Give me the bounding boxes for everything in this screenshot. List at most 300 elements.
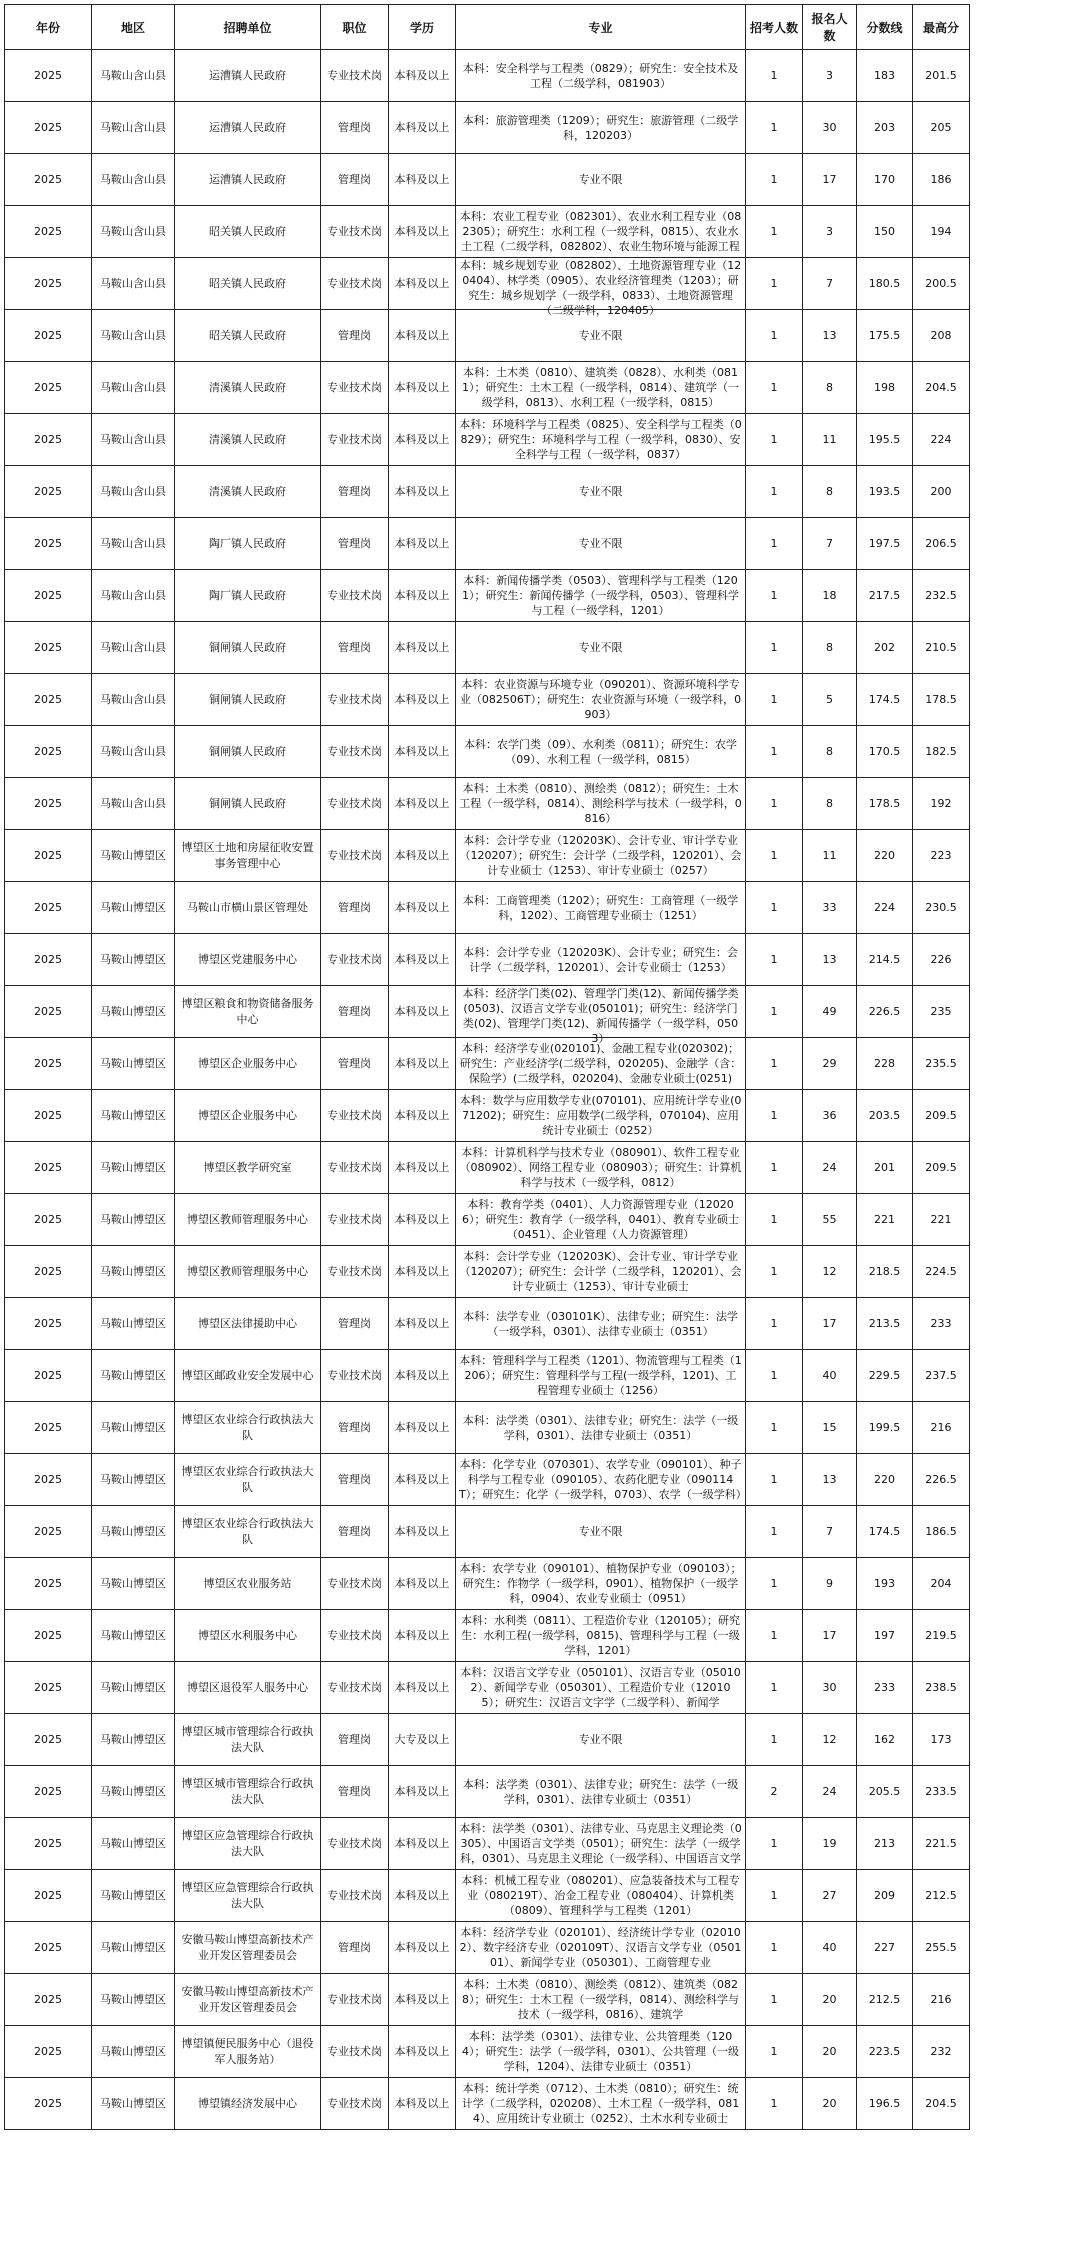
cell-cutoff xyxy=(857,1818,913,1870)
cell-employer xyxy=(175,1090,321,1142)
cell-text: 1 xyxy=(770,1888,778,1902)
cell-text: 本科及以上 xyxy=(394,1940,450,1954)
cell-text: 本科：土木类（0810）、建筑类（0828）、水利类（0811）；研究生：土木工程（一级学科，0814）、建筑学（一级学科，0813）、水利工程（一级学科，0815） xyxy=(462,366,739,409)
table-row xyxy=(5,1662,970,1714)
cell-position xyxy=(321,986,389,1038)
cell-text: 专业技术岗 xyxy=(327,1212,382,1226)
cell-major xyxy=(456,830,746,882)
cell-text: 224 xyxy=(874,900,895,914)
cell-top-score xyxy=(913,1090,970,1142)
cell-employer xyxy=(175,1870,321,1922)
cell-text: 本科及以上 xyxy=(394,68,450,82)
cell-text: 1 xyxy=(770,952,778,966)
table-row xyxy=(5,1558,970,1610)
table-row xyxy=(5,882,970,934)
cell-text: 本科：农业资源与环境专业（090201）、资源环境科学专业（082506T）；研究生：农业资源与环境（一级学科，0903） xyxy=(459,678,742,721)
cell-top-score xyxy=(913,622,970,674)
table-row xyxy=(5,1246,970,1298)
cell-major xyxy=(456,466,746,518)
cell-text: 马鞍山博望区 xyxy=(100,1680,166,1694)
cell-education xyxy=(389,726,456,778)
cell-text: 55 xyxy=(822,1212,837,1226)
cell-openings xyxy=(746,1038,803,1090)
cell-year xyxy=(5,882,92,934)
cell-text: 专业技术岗 xyxy=(327,276,382,290)
cell-text: 214.5 xyxy=(868,952,901,966)
cell-applicants xyxy=(803,1506,857,1558)
cell-cutoff xyxy=(857,1506,913,1558)
cell-top-score xyxy=(913,1974,970,2026)
table-row xyxy=(5,1142,970,1194)
cell-text: 2025 xyxy=(34,68,62,82)
cell-applicants xyxy=(803,2078,857,2130)
cell-region xyxy=(92,1246,175,1298)
cell-text: 20 xyxy=(822,1992,837,2006)
cell-text: 24 xyxy=(822,1784,837,1798)
cell-education xyxy=(389,1142,456,1194)
cell-text: 本科及以上 xyxy=(394,536,450,550)
header-col-cutoff: 分数线 xyxy=(857,5,913,50)
cell-major xyxy=(456,570,746,622)
cell-region xyxy=(92,1610,175,1662)
cell-text: 1 xyxy=(770,328,778,342)
cell-employer xyxy=(175,570,321,622)
cell-openings xyxy=(746,1818,803,1870)
cell-text: 174.5 xyxy=(868,692,901,706)
cell-text: 本科及以上 xyxy=(394,120,450,134)
cell-text: 本科：管理科学与工程类（1201）、物流管理与工程类（1206）；研究生：管理科学与工程(一级学科，1201)、工程管理专业硕士（1256） xyxy=(459,1354,742,1397)
cell-text: 管理岗 xyxy=(338,900,371,914)
cell-text: 马鞍山博望区 xyxy=(100,1212,166,1226)
table-header xyxy=(5,5,970,50)
cell-applicants xyxy=(803,154,857,206)
cell-text: 本科：水利类（0811）、工程造价专业（120105）；研究生：水利工程(一级学科，0815)、管理科学与工程（一级学科，1201） xyxy=(461,1614,740,1657)
cell-region xyxy=(92,1714,175,1766)
cell-openings xyxy=(746,518,803,570)
table-row xyxy=(5,674,970,726)
cell-text: 专业技术岗 xyxy=(327,1576,382,1590)
cell-text: 清溪镇人民政府 xyxy=(209,484,286,498)
table-row xyxy=(5,1454,970,1506)
cell-text: 233 xyxy=(874,1680,895,1694)
cell-text: 博望区教学研究室 xyxy=(203,1160,292,1174)
cell-text: 193.5 xyxy=(868,484,901,498)
cell-applicants xyxy=(803,986,857,1038)
cell-year xyxy=(5,518,92,570)
table-row xyxy=(5,154,970,206)
cell-text: 马鞍山博望区 xyxy=(100,1472,166,1486)
cell-position xyxy=(321,414,389,466)
table-row xyxy=(5,50,970,102)
header-col-education: 学历 xyxy=(389,5,456,50)
cell-cutoff xyxy=(857,1662,913,1714)
cell-cutoff xyxy=(857,778,913,830)
cell-text: 2025 xyxy=(34,1992,62,2006)
table-row xyxy=(5,2078,970,2130)
cell-region xyxy=(92,1974,175,2026)
cell-text: 1 xyxy=(770,224,778,238)
cell-text: 专业不限 xyxy=(578,1733,623,1746)
cell-text: 49 xyxy=(822,1004,837,1018)
cell-employer xyxy=(175,1350,321,1402)
cell-region xyxy=(92,1662,175,1714)
cell-region xyxy=(92,882,175,934)
cell-text: 博望区法律援助中心 xyxy=(198,1316,297,1330)
cell-major xyxy=(456,2078,746,2130)
cell-text: 1 xyxy=(770,484,778,498)
cell-text: 马鞍山含山县 xyxy=(100,120,166,134)
cell-education xyxy=(389,310,456,362)
cell-text: 本科及以上 xyxy=(394,1160,450,1174)
cell-cutoff xyxy=(857,2078,913,2130)
cell-text: 1 xyxy=(770,120,778,134)
cell-text: 196.5 xyxy=(868,2096,901,2110)
cell-applicants xyxy=(803,934,857,986)
cell-position xyxy=(321,1350,389,1402)
cell-major xyxy=(456,1558,746,1610)
cell-cutoff xyxy=(857,102,913,154)
cell-text: 220 xyxy=(874,1472,895,1486)
cell-employer xyxy=(175,1610,321,1662)
cell-region xyxy=(92,570,175,622)
cell-text: 1 xyxy=(770,380,778,394)
cell-applicants xyxy=(803,466,857,518)
cell-text: 专业技术岗 xyxy=(327,1836,382,1850)
cell-applicants xyxy=(803,1922,857,1974)
cell-top-score xyxy=(913,206,970,258)
cell-region xyxy=(92,206,175,258)
cell-employer xyxy=(175,1974,321,2026)
cell-education xyxy=(389,1870,456,1922)
cell-text: 本科及以上 xyxy=(394,1836,450,1850)
cell-text: 204.5 xyxy=(925,2096,957,2110)
cell-position xyxy=(321,154,389,206)
cell-cutoff xyxy=(857,830,913,882)
cell-applicants xyxy=(803,362,857,414)
cell-region xyxy=(92,1142,175,1194)
cell-text: 马鞍山博望区 xyxy=(100,1628,166,1642)
cell-region xyxy=(92,154,175,206)
cell-text: 175.5 xyxy=(868,328,901,342)
cell-cutoff xyxy=(857,1558,913,1610)
table-row xyxy=(5,206,970,258)
cell-text: 178.5 xyxy=(925,692,957,706)
cell-year xyxy=(5,310,92,362)
cell-text: 马鞍山含山县 xyxy=(100,536,166,550)
cell-text: 1 xyxy=(770,2096,778,2110)
cell-major xyxy=(456,1350,746,1402)
cell-text: 本科：工商管理类（1202）；研究生：工商管理（一级学科，1202）、工商管理专业硕士（1251） xyxy=(462,893,739,922)
cell-applicants xyxy=(803,1194,857,1246)
cell-text: 1 xyxy=(770,432,778,446)
cell-major xyxy=(456,206,746,258)
cell-employer xyxy=(175,1662,321,1714)
cell-cutoff xyxy=(857,362,913,414)
cell-text: 2025 xyxy=(34,1004,62,1018)
cell-employer xyxy=(175,1766,321,1818)
cell-text: 马鞍山博望区 xyxy=(100,1160,166,1174)
header-col-position: 职位 xyxy=(321,5,389,50)
table-row xyxy=(5,1506,970,1558)
cell-text: 178.5 xyxy=(868,796,901,810)
table-row xyxy=(5,362,970,414)
cell-applicants xyxy=(803,50,857,102)
cell-text: 陶厂镇人民政府 xyxy=(209,536,286,550)
cell-year xyxy=(5,570,92,622)
cell-text: 本科及以上 xyxy=(394,952,450,966)
cell-major xyxy=(456,1870,746,1922)
cell-employer xyxy=(175,2026,321,2078)
cell-text: 安徽马鞍山博望高新技术产业开发区管理委员会 xyxy=(181,1984,314,2014)
cell-text: 马鞍山博望区 xyxy=(100,1420,166,1434)
cell-education xyxy=(389,1766,456,1818)
cell-text: 本科及以上 xyxy=(394,640,450,654)
cell-education xyxy=(389,1922,456,1974)
cell-year xyxy=(5,1974,92,2026)
cell-text: 1 xyxy=(770,1108,778,1122)
cell-text: 专业技术岗 xyxy=(327,1628,382,1642)
cell-region xyxy=(92,1038,175,1090)
cell-text: 专业技术岗 xyxy=(327,380,382,394)
cell-text: 管理岗 xyxy=(338,1316,371,1330)
cell-text: 1 xyxy=(770,692,778,706)
cell-top-score xyxy=(913,1714,970,1766)
table-row xyxy=(5,1402,970,1454)
cell-text: 管理岗 xyxy=(338,1940,371,1954)
cell-text: 8 xyxy=(826,744,833,758)
cell-text: 2025 xyxy=(34,432,62,446)
cell-text: 2025 xyxy=(34,1940,62,1954)
cell-text: 2025 xyxy=(34,744,62,758)
cell-text: 8 xyxy=(826,484,833,498)
cell-position xyxy=(321,1142,389,1194)
cell-text: 专业不限 xyxy=(578,173,623,186)
cell-top-score xyxy=(913,934,970,986)
cell-text: 本科：机械工程专业（080201）、应急装备技术与工程专业（080219T）、冶金工程专业（080404）、计算机类（0809）、管理科学与工程类（1201） xyxy=(461,1874,740,1917)
cell-text: 马鞍山博望区 xyxy=(100,1784,166,1798)
cell-text: 2025 xyxy=(34,1784,62,1798)
table-row xyxy=(5,830,970,882)
cell-region xyxy=(92,830,175,882)
cell-region xyxy=(92,414,175,466)
cell-employer xyxy=(175,1298,321,1350)
cell-text: 马鞍山博望区 xyxy=(100,1732,166,1746)
table-row xyxy=(5,258,970,310)
cell-top-score xyxy=(913,1350,970,1402)
cell-year xyxy=(5,1610,92,1662)
cell-position xyxy=(321,2078,389,2130)
cell-openings xyxy=(746,1922,803,1974)
cell-top-score xyxy=(913,674,970,726)
cell-text: 博望区粮食和物资储备服务中心 xyxy=(181,996,314,1026)
cell-openings xyxy=(746,986,803,1038)
cell-text: 229.5 xyxy=(868,1368,901,1382)
cell-top-score xyxy=(913,1558,970,1610)
cell-top-score xyxy=(913,1402,970,1454)
cell-text: 235 xyxy=(930,1004,952,1018)
cell-text: 管理岗 xyxy=(338,484,371,498)
cell-major xyxy=(456,1974,746,2026)
cell-text: 40 xyxy=(822,1940,837,1954)
cell-text: 2025 xyxy=(34,1108,62,1122)
cell-text: 8 xyxy=(826,640,833,654)
cell-education xyxy=(389,518,456,570)
recruitment-table xyxy=(4,4,970,2130)
cell-cutoff xyxy=(857,518,913,570)
cell-text: 2025 xyxy=(34,172,62,186)
cell-region xyxy=(92,2026,175,2078)
cell-text: 本科：经济学专业(020101)、金融工程专业(020302)；研究生：产业经济学(二级学科，020205)、金融学（含：保险学）(二级学科，020204)、金融专业硕士(0251) xyxy=(459,1042,742,1085)
cell-education xyxy=(389,986,456,1038)
cell-applicants xyxy=(803,102,857,154)
cell-applicants xyxy=(803,830,857,882)
cell-text: 本科：法学类（0301）、法律专业、马克思主义理论类（0305）、中国语言文学类（0501）；研究生：法学（一级学科，0301）、马克思主义理论（一级学科）、中国语言文学 xyxy=(459,1822,742,1865)
cell-text: 1 xyxy=(770,1992,778,2006)
cell-text: 本科及以上 xyxy=(394,484,450,498)
cell-text: 本科：会计学专业（120203K）、会计专业；研究生：会计学（二级学科，120201）、会计专业硕士（1253） xyxy=(463,945,738,974)
cell-text: 2025 xyxy=(34,1160,62,1174)
cell-text: 本科及以上 xyxy=(394,276,450,290)
cell-text: 2 xyxy=(770,1784,778,1798)
cell-text: 1 xyxy=(770,1940,778,1954)
cell-year xyxy=(5,778,92,830)
cell-text: 186.5 xyxy=(925,1524,957,1538)
cell-employer xyxy=(175,518,321,570)
cell-text: 2025 xyxy=(34,900,62,914)
cell-cutoff xyxy=(857,1974,913,2026)
cell-year xyxy=(5,1662,92,1714)
cell-text: 清溪镇人民政府 xyxy=(209,432,286,446)
cell-position xyxy=(321,778,389,830)
cell-position xyxy=(321,1662,389,1714)
cell-text: 本科及以上 xyxy=(394,1628,450,1642)
cell-text: 205 xyxy=(930,120,952,134)
cell-major xyxy=(456,258,746,317)
cell-cutoff xyxy=(857,1298,913,1350)
cell-education xyxy=(389,414,456,466)
cell-text: 马鞍山博望区 xyxy=(100,1264,166,1278)
cell-text: 马鞍山博望区 xyxy=(100,1368,166,1382)
cell-text: 本科及以上 xyxy=(394,900,450,914)
cell-text: 223.5 xyxy=(868,2044,901,2058)
cell-applicants xyxy=(803,1038,857,1090)
cell-text: 219.5 xyxy=(925,1628,957,1642)
cell-cutoff xyxy=(857,622,913,674)
cell-text: 24 xyxy=(822,1160,837,1174)
cell-major xyxy=(456,778,746,830)
cell-text: 本科：农业工程专业（082301）、农业水利工程专业（082305）；研究生：水利工程（一级学科，0815）、农业水土工程（二级学科，082802）、农业生物环境与能源工程 xyxy=(459,210,742,253)
cell-text: 本科及以上 xyxy=(394,1888,450,1902)
cell-top-score xyxy=(913,2078,970,2130)
cell-text: 本科及以上 xyxy=(394,692,450,706)
cell-text: 30 xyxy=(822,1680,837,1694)
cell-major xyxy=(456,1090,746,1142)
cell-text: 博望区邮政业安全发展中心 xyxy=(181,1368,314,1382)
cell-education xyxy=(389,2026,456,2078)
cell-text: 博望区应急管理综合行政执法大队 xyxy=(181,1880,314,1910)
cell-text: 33 xyxy=(822,900,837,914)
cell-top-score xyxy=(913,2026,970,2078)
cell-employer xyxy=(175,1922,321,1974)
cell-year xyxy=(5,2026,92,2078)
cell-text: 221.5 xyxy=(925,1836,957,1850)
cell-year xyxy=(5,414,92,466)
cell-text: 管理岗 xyxy=(338,1732,371,1746)
cell-text: 17 xyxy=(822,1316,837,1330)
cell-openings xyxy=(746,310,803,362)
cell-major xyxy=(456,1766,746,1818)
cell-position xyxy=(321,1090,389,1142)
cell-text: 8 xyxy=(826,380,833,394)
cell-text: 2025 xyxy=(34,120,62,134)
cell-text: 本科：旅游管理类（1209）；研究生：旅游管理（二级学科，120203） xyxy=(462,113,739,142)
cell-education xyxy=(389,1610,456,1662)
cell-text: 博望区教师管理服务中心 xyxy=(187,1264,308,1278)
cell-text: 专业不限 xyxy=(578,1525,623,1538)
cell-text: 博望区应急管理综合行政执法大队 xyxy=(181,1828,314,1858)
cell-text: 博望区农业服务站 xyxy=(203,1576,292,1590)
cell-text: 173 xyxy=(930,1732,952,1746)
cell-employer xyxy=(175,362,321,414)
cell-major xyxy=(456,50,746,102)
cell-text: 运漕镇人民政府 xyxy=(209,68,286,82)
cell-text: 1 xyxy=(770,1316,778,1330)
cell-text: 1 xyxy=(770,1056,778,1070)
cell-text: 2025 xyxy=(34,276,62,290)
header-col-year: 年份 xyxy=(5,5,92,50)
cell-text: 博望区城市管理综合行政执法大队 xyxy=(181,1724,314,1754)
cell-position xyxy=(321,1246,389,1298)
cell-major xyxy=(456,1662,746,1714)
table-row xyxy=(5,1974,970,2026)
cell-text: 255.5 xyxy=(925,1940,957,1954)
cell-text: 182.5 xyxy=(925,744,957,758)
cell-text: 2025 xyxy=(34,1212,62,1226)
cell-openings xyxy=(746,154,803,206)
table-row xyxy=(5,726,970,778)
cell-major xyxy=(456,1402,746,1454)
cell-text: 2025 xyxy=(34,1524,62,1538)
cell-text: 1 xyxy=(770,1160,778,1174)
cell-position xyxy=(321,102,389,154)
cell-cutoff xyxy=(857,1246,913,1298)
cell-text: 150 xyxy=(874,224,895,238)
cell-text: 226 xyxy=(930,952,952,966)
cell-text: 228 xyxy=(874,1056,895,1070)
cell-text: 本科：经济学门类(02)、管理学门类(12)、新闻传播学类(0503)、汉语言文学专业(050101)；研究生：经济学门类(02)、管理学门类(12)、新闻传播学（一级学科，0503） xyxy=(462,987,739,1045)
cell-text: 马鞍山博望区 xyxy=(100,1576,166,1590)
cell-major xyxy=(456,1454,746,1506)
cell-position xyxy=(321,1038,389,1090)
cell-text: 233.5 xyxy=(925,1784,957,1798)
cell-text: 2025 xyxy=(34,1264,62,1278)
cell-region xyxy=(92,622,175,674)
cell-text: 马鞍山含山县 xyxy=(100,692,166,706)
cell-openings xyxy=(746,1142,803,1194)
cell-education xyxy=(389,2078,456,2130)
cell-text: 马鞍山含山县 xyxy=(100,484,166,498)
cell-top-score xyxy=(913,1298,970,1350)
cell-cutoff xyxy=(857,50,913,102)
cell-top-score xyxy=(913,1454,970,1506)
cell-text: 204.5 xyxy=(925,380,957,394)
table-row xyxy=(5,778,970,830)
cell-text: 本科及以上 xyxy=(394,1472,450,1486)
cell-text: 本科：汉语言文学专业（050101）、汉语言专业（050102）、新闻学专业（050301）、工程造价专业（120105）；研究生：汉语言文字学（二级学科）、新闻学 xyxy=(460,1666,741,1709)
cell-employer xyxy=(175,102,321,154)
cell-text: 本科：化学专业（070301）、农学专业（090101）、种子科学与工程专业（090105）、农药化肥专业（090114T）；研究生：化学（一级学科，0703）、农学（一级学科） xyxy=(459,1458,747,1501)
cell-year xyxy=(5,1714,92,1766)
